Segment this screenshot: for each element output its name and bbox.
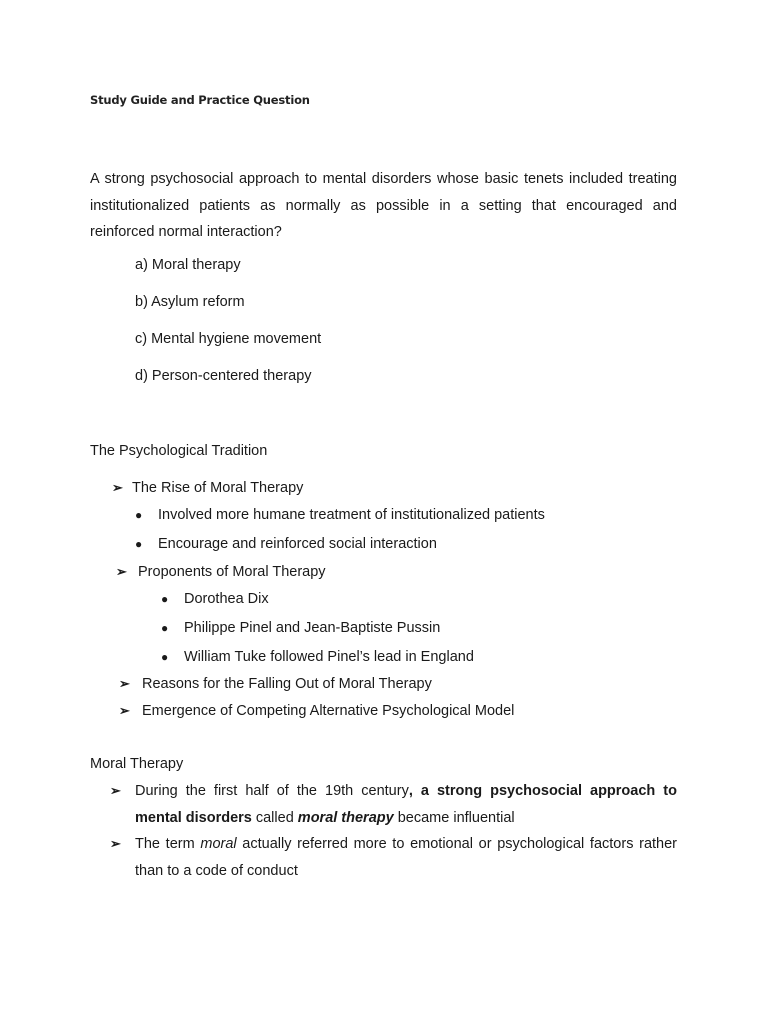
- outline-item-label: Reasons for the Falling Out of Moral Therapy: [142, 676, 432, 692]
- arrow-bullet-icon: ➢: [110, 783, 121, 798]
- text-run: The term: [135, 836, 201, 852]
- arrow-bullet-icon: ➢: [119, 703, 130, 718]
- arrow-bullet-icon: ➢: [112, 480, 123, 495]
- bullet-text: Dorothea Dix: [184, 591, 269, 607]
- arrow-bullet-icon: ➢: [119, 676, 130, 691]
- answer-option-d: d) Person-centered therapy: [135, 368, 312, 384]
- bullet-item: [135, 536, 437, 552]
- italic-term: moral: [200, 836, 237, 852]
- bullet-item: [135, 507, 545, 523]
- text-run: During the first half of the 19th century: [135, 783, 409, 799]
- text-run: actually referred more to emotional or psychological factors rather than to a code of conduct: [135, 836, 678, 879]
- bullet-dot-icon: ●: [135, 508, 143, 522]
- answer-option-c: c) Mental hygiene movement: [135, 331, 322, 347]
- outline-item-label: Emergence of Competing Alternative Psychological Model: [142, 703, 515, 719]
- bullet-dot-icon: ●: [161, 621, 169, 635]
- outline-item-rise: [112, 480, 303, 496]
- outline-item-emergence: [119, 703, 514, 719]
- bullet-dot-icon: ●: [135, 537, 143, 551]
- text-run: called: [251, 809, 298, 826]
- document-title: Study Guide and Practice Question: [90, 93, 310, 107]
- bullet-text: Encourage and reinforced social interaction: [158, 536, 437, 552]
- outline-item-proponents: [116, 564, 326, 580]
- bullet-text: Philippe Pinel and Jean-Baptiste Pussin: [184, 620, 441, 636]
- answer-option-a: a) Moral therapy: [135, 257, 241, 273]
- arrow-bullet-icon: ➢: [116, 564, 127, 579]
- outline-item-label: The Rise of Moral Therapy: [132, 480, 304, 496]
- answer-option-b: b) Asylum reform: [135, 294, 245, 310]
- outline-item-reasons: [119, 676, 432, 692]
- bullet-item: [161, 620, 440, 636]
- bullet-text: William Tuke followed Pinel’s lead in England: [184, 649, 474, 665]
- section-heading-psychological-tradition: The Psychological Tradition: [90, 443, 268, 459]
- paragraph-text: [135, 778, 677, 831]
- bullet-dot-icon: ●: [161, 650, 169, 664]
- bullet-text: Involved more humane treatment of institutionalized patients: [158, 507, 545, 523]
- bold-italic-term: moral therapy: [297, 809, 394, 826]
- bullet-item: [161, 649, 474, 665]
- arrow-bullet-icon: ➢: [110, 836, 121, 851]
- bullet-dot-icon: ●: [161, 592, 169, 606]
- paragraph-text: [135, 831, 677, 884]
- outline-item-label: Proponents of Moral Therapy: [138, 564, 326, 580]
- bold-text-run: , a strong psychosocial approach to mental disorders: [135, 783, 677, 826]
- bullet-item: [161, 591, 269, 607]
- question-text: A strong psychosocial approach to mental disorders whose basic tenets included treating institutionalized patients as normally as possible in a setting that encouraged and reinforced normal interaction?: [90, 171, 677, 240]
- section-heading-moral-therapy: Moral Therapy: [90, 756, 184, 772]
- text-run: became influential: [393, 809, 515, 826]
